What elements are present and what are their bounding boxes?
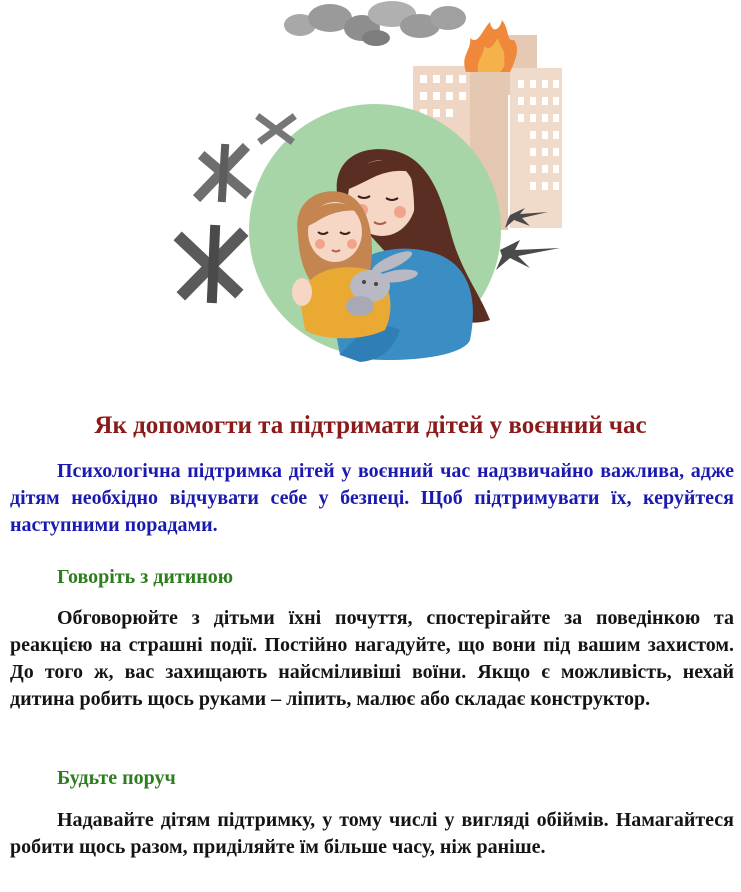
page-title: Як допомогти та підтримати дітей у воєнний час — [94, 412, 647, 439]
fire-icon — [464, 20, 517, 72]
section-heading-be-near: Будьте поруч — [57, 767, 176, 789]
smoke-clouds-icon — [284, 1, 466, 46]
intro-paragraph: Психологічна підтримка дітей у воєнний час надзвичайно важлива, адже дітям необхідно відчувати себе у безпеці. Щоб підтримувати їх, керуйтеся наступними порадами. — [10, 460, 734, 536]
section-heading-talk: Говоріть з дитиною — [57, 566, 234, 588]
hero-illustration — [0, 0, 741, 395]
section-text-be-near: Надавайте дітям підтримку, у тому числі у вигляді обіймів. Намагайтеся робити щось разом, приділяйте їм більше часу, ніж раніше. — [10, 809, 734, 858]
section-text-talk: Обговорюйте з дітьми їхні почуття, спостерігайте за поведінкою та реакцією на страшні події. Постійно нагадуйте, що вони під вашим захистом. До того ж, вас захищають найсміливіші воїни. Якщо є можливість, нехай дитина робить щось руками – ліпить, малює або складає конструктор. — [10, 607, 734, 710]
